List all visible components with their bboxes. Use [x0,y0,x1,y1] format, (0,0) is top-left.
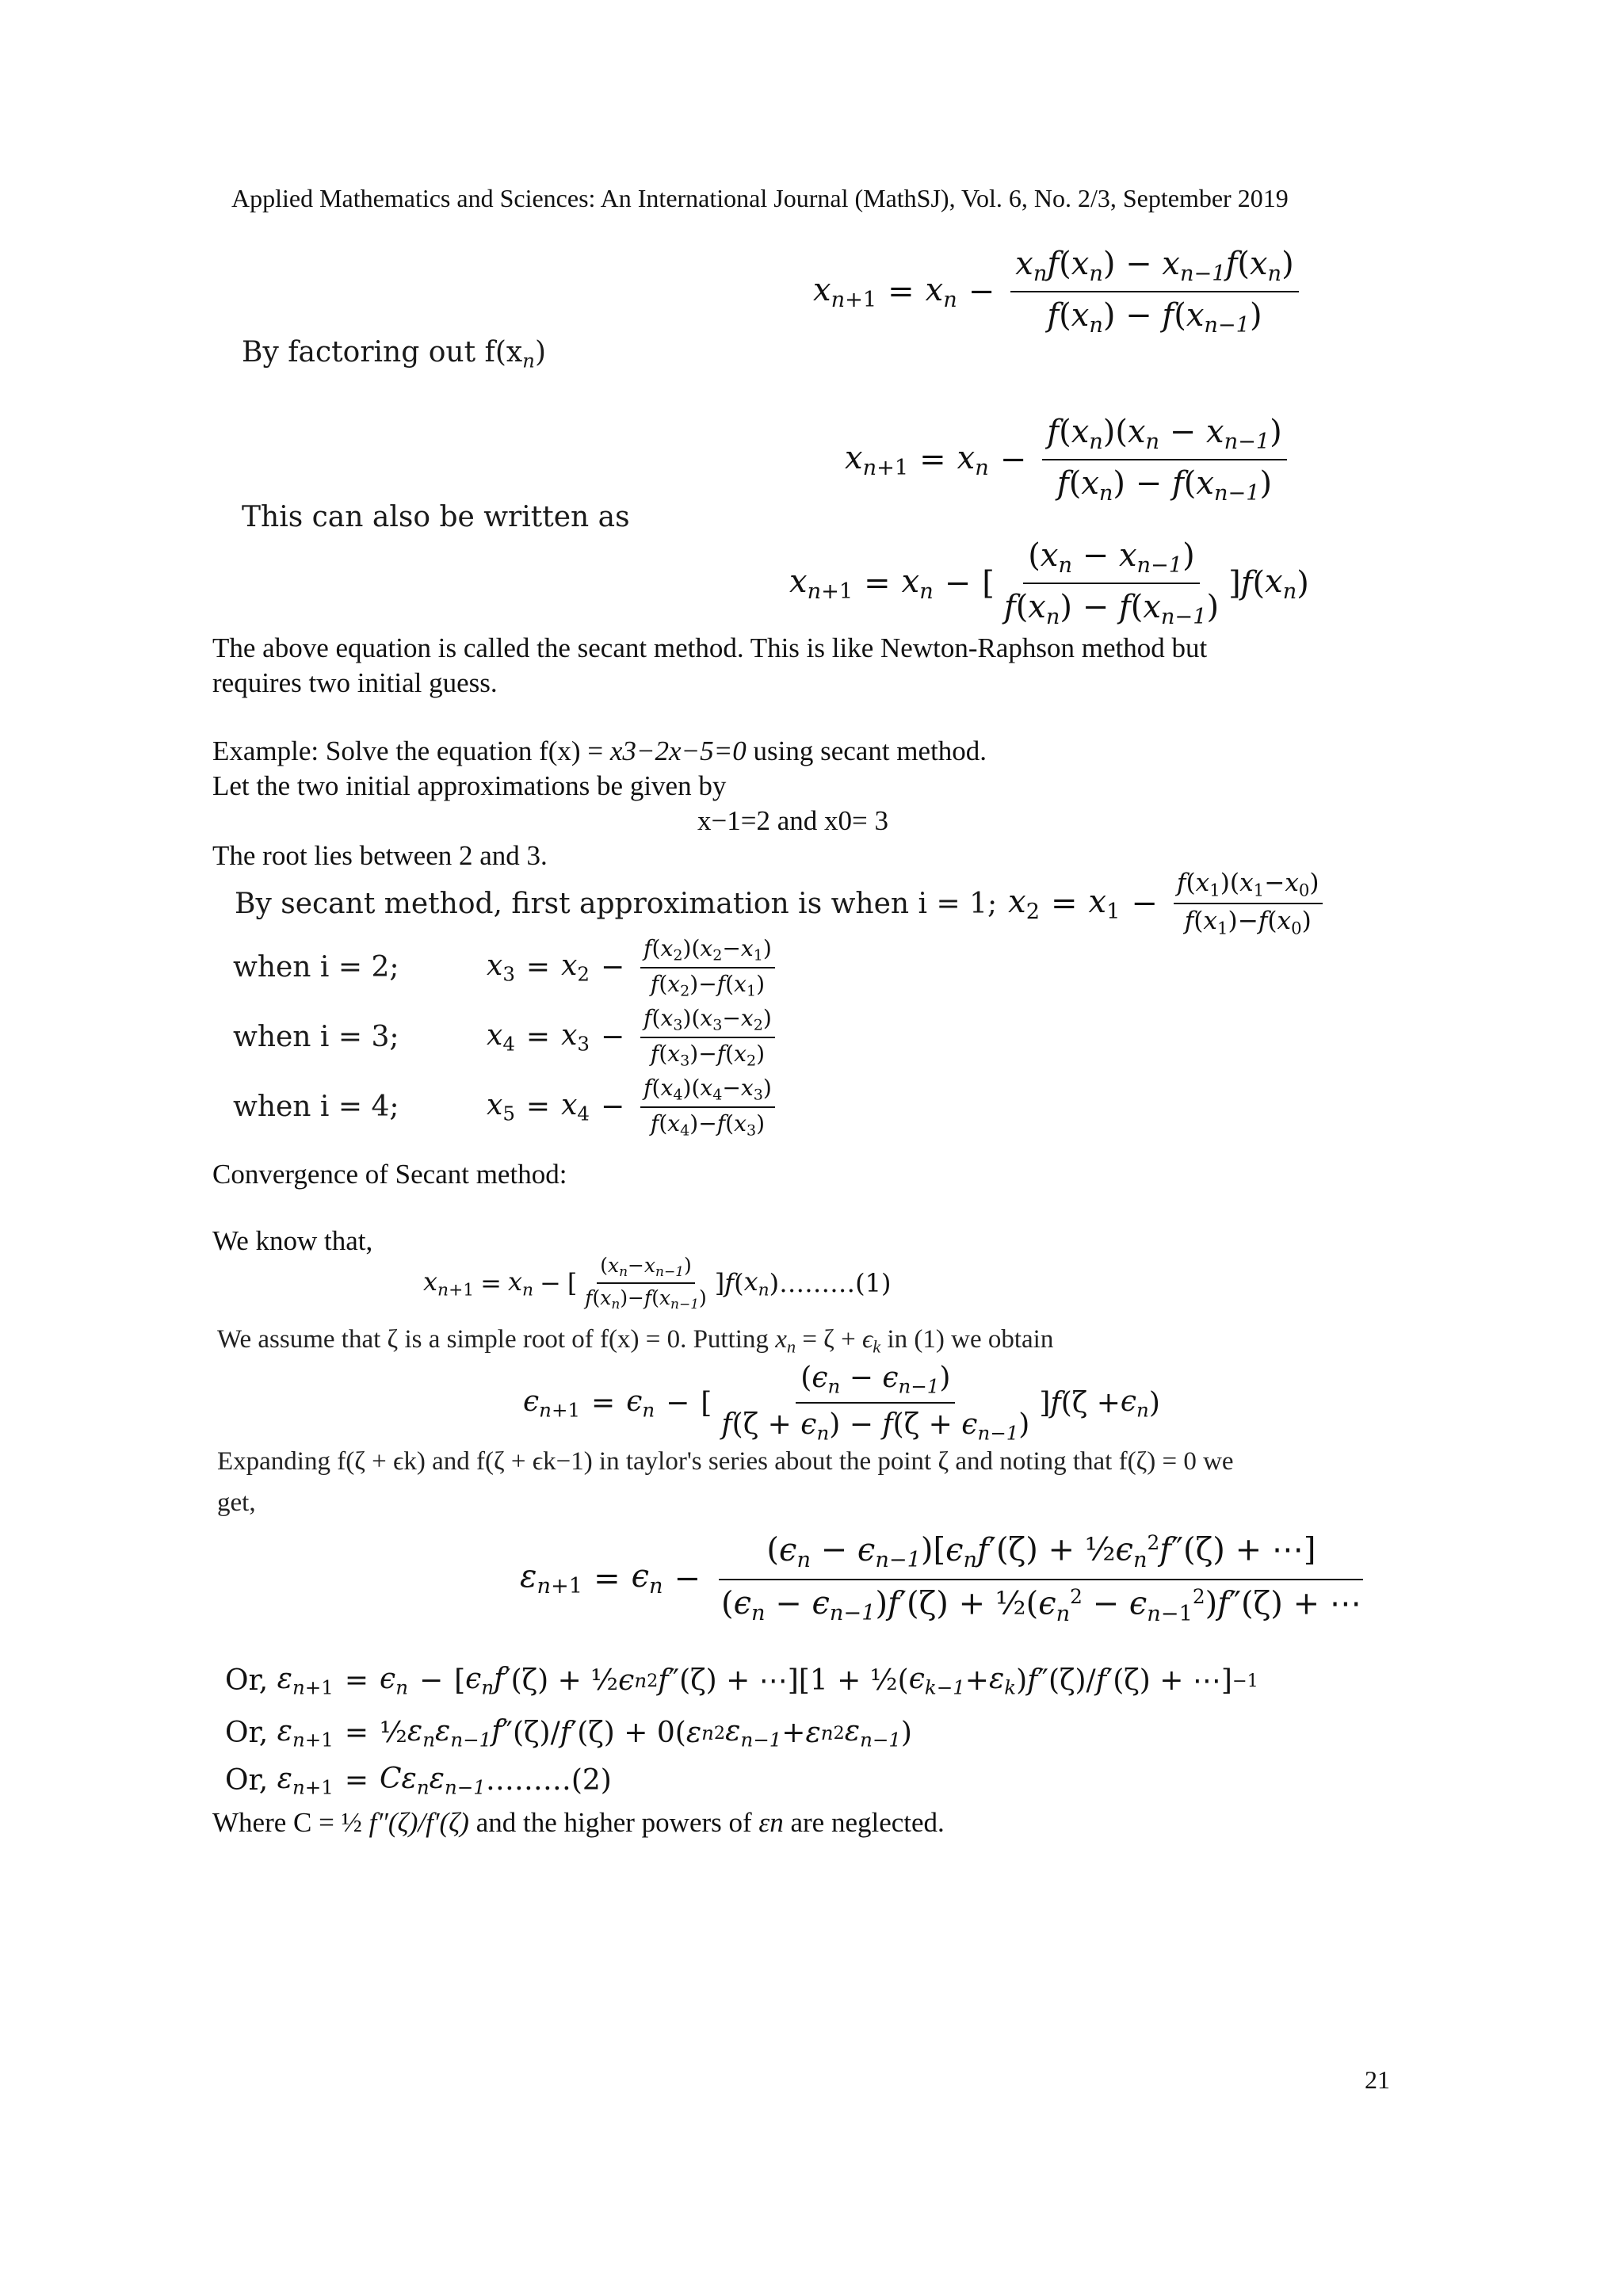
iteration-i2: when i = 2; $x_3$ = $x_2$ − $\frac{f(x_2)(x_2-x_1)}{f(x_2)-f(x_1)}$ [233,935,780,999]
paragraph-expanding: Expanding f(ζ + ϵk) and f(ζ + ϵk−1) in taylor's series about the point ζ and noting that f(ζ) = 0 we [217,1447,1234,1476]
iteration-i3: when i = 3; $x_4$ = $x_3$ − $\frac{f(x_3)(x_3-x_2)}{f(x_3)-f(x_2)}$ [233,1005,780,1069]
equation-epsilon: $\epsilon_{n+1}$ = $\epsilon_n$ − [ $\frac{(\epsilon_n - \epsilon_{n-1})}{f(\zeta + \epsilon_n) - f(\zeta + \epsilon_{n-1})}$ ] f (ζ + $\epsilon_n$ ) [523,1362,1160,1445]
equation-2: Or, $\varepsilon_{n+1}$ = $C\varepsilon_n\varepsilon_{n-1}$ ………(2) [225,1763,612,1799]
paragraph-initial: Let the two initial approximations be given by [212,770,727,801]
paragraph-root: The root lies between 2 and 3. [212,840,548,871]
equation-secant-raw: $x_{n+1}$ = $x_n$ − $\frac{x_nf(x_n) - x_{n-1}f(x_n)}{f(x_n) - f(x_{n-1})}$ [813,246,1304,338]
equation-or-2: Or, $\varepsilon_{n+1}$ = ½ $\varepsilon_n\varepsilon_{n-1}f$ ″(ζ)/ f ′(ζ) + 0( ε n 2 $\varepsilon_{n-1}$ + ε n 2 $\varepsilon_{n-1}$ ) [225,1715,912,1752]
iteration-i4: when i = 4; $x_5$ = $x_4$ − $\frac{f(x_4)(x_4-x_3)}{f(x_4)-f(x_3)}$ [233,1075,780,1139]
paragraph-assume: We assume that ζ is a simple root of f(x) = 0. Putting $x_n = \zeta + \epsilon_k$ in (1) we obtain [217,1325,1054,1357]
equation-epsilon-expanded: $\varepsilon_{n+1}$ = $\epsilon_n$ − $\frac{(\epsilon_n - \epsilon_{n-1})[\epsilon_nf'(\zeta) + \frac{1}{2}\epsilon_n^2f''(\zeta) + \cdots]}{(\epsilon_n - \epsilon_{n-1})f'(\zeta) + \frac{1}{2}(\epsilon_n^2 - \epsilon_{n-1}^2)f''(\zeta) + \cdots}$ [520,1531,1371,1626]
paragraph-convergence: Convergence of Secant method: [212,1159,567,1190]
first-approximation: By secant method, first approximation is when i = 1; $x_2$ = $x_1$ − $\frac{f(x_1)(x_1-x_0)}{f(x_1)-f(x_0)}$ [235,869,1327,939]
factoring-label: By factoring out $f(x_n)$ [242,336,546,372]
paragraph-secant-line-2: requires two initial guess. [212,667,498,698]
paragraph-we-know: We know that, [212,1225,373,1256]
paragraph-initial-values: x−1=2 and x0= 3 [697,805,889,836]
equation-secant-bracket: $x_{n+1}$ = $x_n$ − [ $\frac{(x_n - x_{n-1})}{f(x_n) - f(x_{n-1})}$ ] f ( $x_n$ ) [789,537,1309,630]
paragraph-get: get, [217,1488,256,1517]
equation-1: $x_{n+1}$ = $x_n$ − [ $\frac{(x_n-x_{n-1})}{f(x_n)-f(x_{n-1})}$ ] f ( $x_n$ ) ………(1) [423,1254,892,1313]
page-number: 21 [1365,2065,1390,2094]
rewritten-label: This can also be written as [242,501,630,533]
paragraph-secant-line-1: The above equation is called the secant method. This is like Newton-Raphson method but [212,632,1208,663]
paragraph-where: Where C = ½ f″(ζ)/f′(ζ) and the higher powers of εn are neglected. [212,1807,945,1838]
equation-secant-factored: $x_{n+1}$ = $x_n$ − $\frac{f(x_n)(x_n - x_{n-1})}{f(x_n) - f(x_{n-1})}$ [845,414,1292,506]
equation-or-1: Or, $\varepsilon_{n+1}$ = $\epsilon_n$ − [ $\epsilon_nf$ ′(ζ) + ½ ϵ n 2 f ″(ζ) + ⋯][1 + ½( $\epsilon_{k-1}$ + $\varepsilon_k$ ) f ″(ζ)/ f ′(ζ) + ⋯] −1 [225,1663,1258,1699]
paragraph-example: Example: Solve the equation f(x) = x3−2x−5=0 using secant method. [212,735,987,766]
journal-header: Applied Mathematics and Sciences: An International Journal (MathSJ), Vol. 6, No. 2/3, September 2019 [231,184,1289,212]
